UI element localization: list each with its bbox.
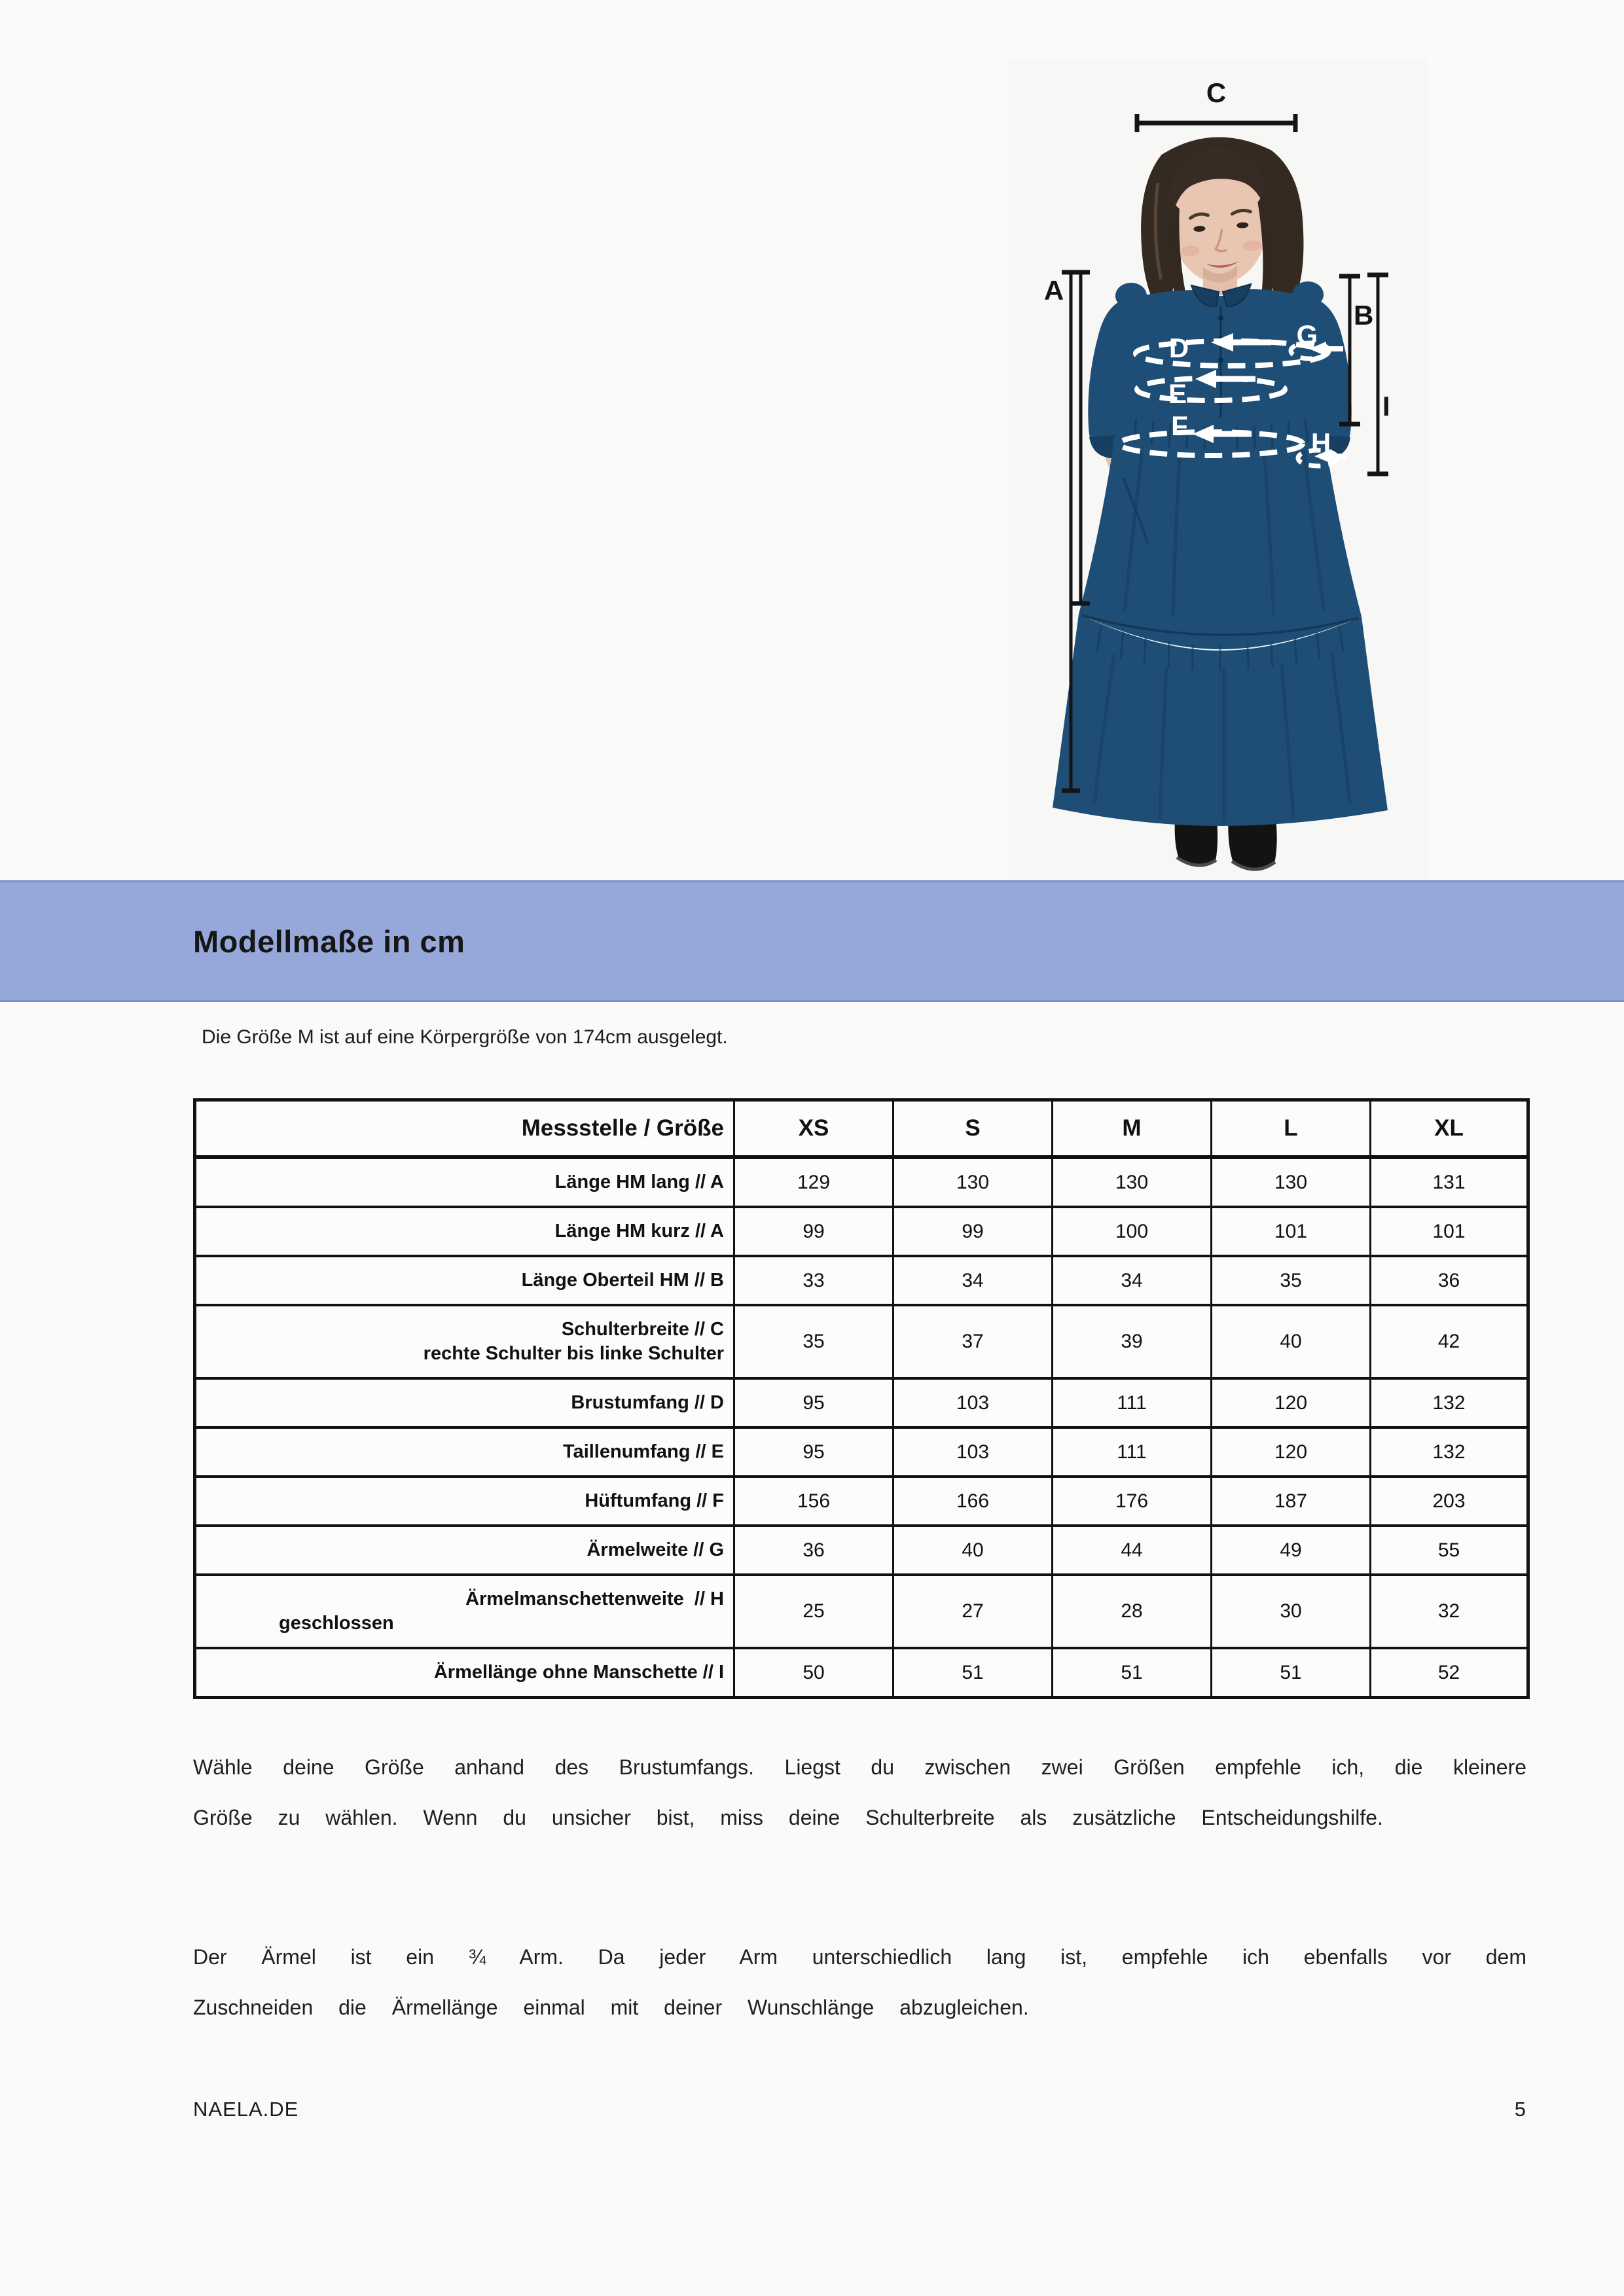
table-row xyxy=(195,1477,1528,1526)
cell-value: 30 xyxy=(1212,1575,1371,1648)
col-header-size-XS: XS xyxy=(734,1100,893,1158)
cell-value: 40 xyxy=(893,1526,1053,1575)
table-row xyxy=(195,1305,1528,1378)
cell-value: 129 xyxy=(734,1157,893,1207)
cell-value: 176 xyxy=(1053,1477,1212,1526)
cell-value: 40 xyxy=(1212,1305,1371,1378)
cell-value: 130 xyxy=(1053,1157,1212,1207)
cell-value: 25 xyxy=(734,1575,893,1648)
section-title: Modellmaße in cm xyxy=(193,924,465,959)
table-row xyxy=(195,1207,1528,1256)
model-photo-figure xyxy=(1008,59,1427,890)
row-label: Taillenumfang // E xyxy=(195,1427,734,1477)
cell-value: 132 xyxy=(1371,1427,1528,1477)
table-row xyxy=(195,1427,1528,1477)
cell-value: 156 xyxy=(734,1477,893,1526)
section-banner xyxy=(0,880,1624,1002)
cell-value: 166 xyxy=(893,1477,1053,1526)
row-label: Ärmelmanschettenweite // H geschlossen xyxy=(195,1575,734,1648)
cell-value: 49 xyxy=(1212,1526,1371,1575)
cell-value: 51 xyxy=(893,1648,1053,1698)
row-label: Schulterbreite // C rechte Schulter bis linke Schulter xyxy=(195,1305,734,1378)
cell-value: 120 xyxy=(1212,1378,1371,1427)
cell-value: 32 xyxy=(1371,1575,1528,1648)
col-header-size-M: M xyxy=(1053,1100,1212,1158)
cell-value: 50 xyxy=(734,1648,893,1698)
cell-value: 28 xyxy=(1053,1575,1212,1648)
label-H: H xyxy=(1310,427,1331,458)
button xyxy=(1218,357,1223,363)
cell-value: 130 xyxy=(893,1157,1053,1207)
cell-value: 51 xyxy=(1053,1648,1212,1698)
row-label: Länge HM kurz // A xyxy=(195,1207,734,1256)
cell-value: 120 xyxy=(1212,1427,1371,1477)
row-label: Ärmelweite // G xyxy=(195,1526,734,1575)
table-row xyxy=(195,1575,1528,1648)
cell-value: 99 xyxy=(893,1207,1053,1256)
row-label: Länge Oberteil HM // B xyxy=(195,1256,734,1305)
col-header-size-XL: XL xyxy=(1371,1100,1528,1158)
table-row xyxy=(195,1648,1528,1698)
cell-value: 51 xyxy=(1212,1648,1371,1698)
cell-value: 95 xyxy=(734,1378,893,1427)
button xyxy=(1218,315,1223,321)
cell-value: 35 xyxy=(1212,1256,1371,1305)
cell-value: 35 xyxy=(734,1305,893,1378)
label-B: B xyxy=(1354,300,1374,331)
row-label: Hüftumfang // F xyxy=(195,1477,734,1526)
label-I: I xyxy=(1382,391,1390,422)
cell-value: 34 xyxy=(893,1256,1053,1305)
cell-value: 100 xyxy=(1053,1207,1212,1256)
cell-value: 37 xyxy=(893,1305,1053,1378)
cell-value: 36 xyxy=(1371,1256,1528,1305)
table-row xyxy=(195,1526,1528,1575)
cell-value: 42 xyxy=(1371,1305,1528,1378)
cell-value: 33 xyxy=(734,1256,893,1305)
cell-value: 103 xyxy=(893,1378,1053,1427)
cell-value: 132 xyxy=(1371,1378,1528,1427)
table-row xyxy=(195,1157,1528,1207)
intro-text: Die Größe M ist auf eine Körpergröße von 174cm ausgelegt. xyxy=(202,1026,728,1048)
label-E: E xyxy=(1168,378,1187,409)
table-row xyxy=(195,1378,1528,1427)
cell-value: 34 xyxy=(1053,1256,1212,1305)
cell-value: 36 xyxy=(734,1526,893,1575)
footer-brand: NAELA.DE xyxy=(193,2098,299,2121)
cell-value: 52 xyxy=(1371,1648,1528,1698)
cell-value: 95 xyxy=(734,1427,893,1477)
cell-value: 203 xyxy=(1371,1477,1528,1526)
col-header-size-S: S xyxy=(893,1100,1053,1158)
footer-page-number: 5 xyxy=(1514,2098,1526,2121)
paragraph-size-advice: Wähle deine Größe anhand des Brustumfangs. Liegst du zwischen zwei Größen empfehle ich, die kleinere Größe zu wählen. Wenn du unsicher bist, miss deine Schulterbreite als zusätzliche Entscheidungshilfe. xyxy=(193,1755,1526,1829)
page-footer xyxy=(193,2098,1526,2121)
row-label: Brustumfang // D xyxy=(195,1378,734,1427)
label-A: A xyxy=(1043,275,1064,306)
cell-value: 99 xyxy=(734,1207,893,1256)
cell-value: 55 xyxy=(1371,1526,1528,1575)
model-photo xyxy=(1008,59,1427,890)
label-D: D xyxy=(1168,332,1189,363)
cell-value: 131 xyxy=(1371,1157,1528,1207)
cell-value: 27 xyxy=(893,1575,1053,1648)
cell-value: 103 xyxy=(893,1427,1053,1477)
row-label: Ärmellänge ohne Manschette // I xyxy=(195,1648,734,1698)
col-header-messstelle: Messstelle / Größe xyxy=(195,1100,734,1158)
cell-value: 101 xyxy=(1371,1207,1528,1256)
cell-value: 44 xyxy=(1053,1526,1212,1575)
label-C: C xyxy=(1206,77,1227,108)
table-row xyxy=(195,1256,1528,1305)
row-label: Länge HM lang // A xyxy=(195,1157,734,1207)
paragraph-sleeve-advice: Der Ärmel ist ein ¾ Arm. Da jeder Arm unterschiedlich lang ist, empfehle ich ebenfalls vor dem Zuschneiden die Ärmellänge einmal mit deiner Wunschlänge abzugleichen. xyxy=(193,1945,1526,2019)
cell-value: 101 xyxy=(1212,1207,1371,1256)
cell-value: 111 xyxy=(1053,1427,1212,1477)
col-header-size-L: L xyxy=(1212,1100,1371,1158)
size-table xyxy=(193,1098,1530,1699)
label-F: F xyxy=(1171,410,1188,441)
cell-value: 187 xyxy=(1212,1477,1371,1526)
cell-value: 39 xyxy=(1053,1305,1212,1378)
cell-value: 130 xyxy=(1212,1157,1371,1207)
cell-value: 111 xyxy=(1053,1378,1212,1427)
label-G: G xyxy=(1296,319,1318,350)
